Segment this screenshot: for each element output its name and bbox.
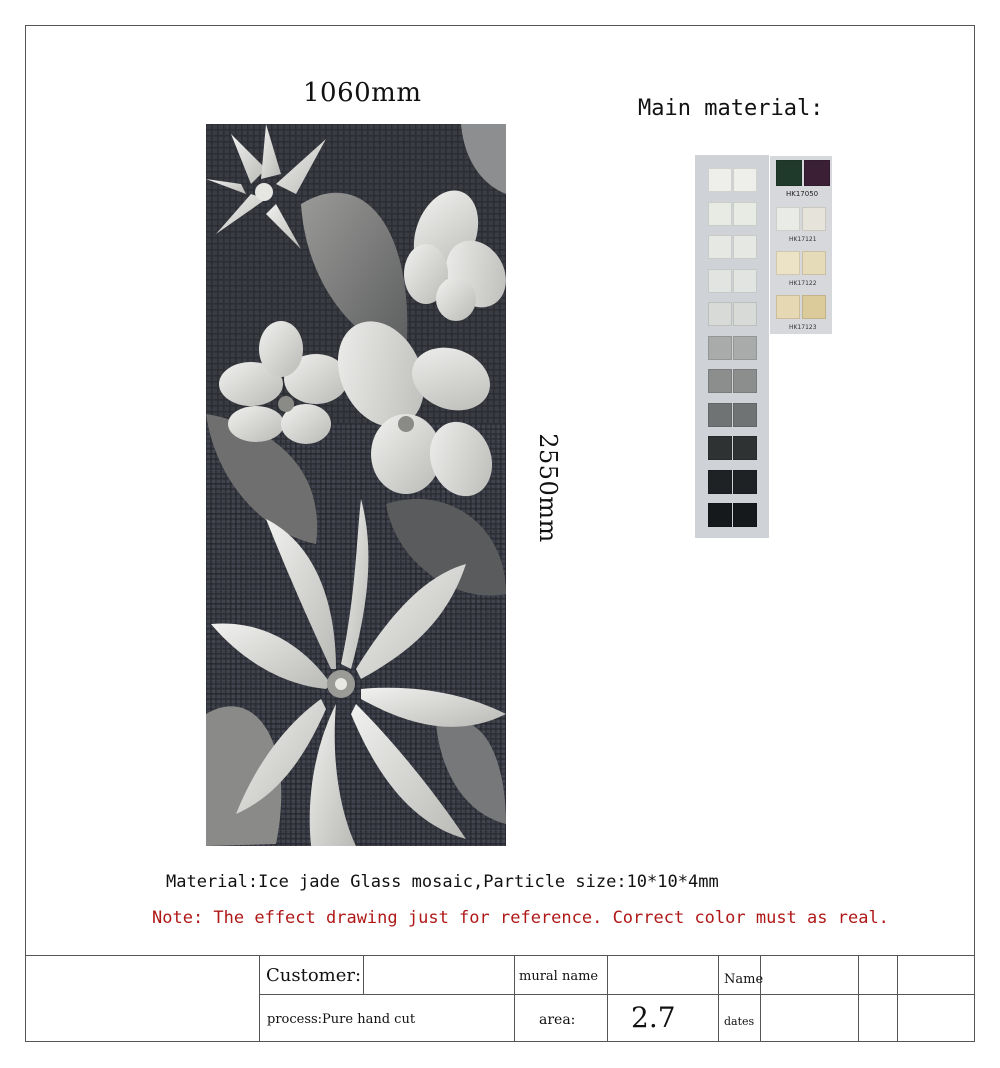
- area-value: 2.7: [631, 1001, 676, 1034]
- swatch-tile: [733, 403, 757, 427]
- mural-name-label: mural name: [519, 969, 599, 984]
- table-col-divider: [858, 955, 859, 1042]
- swatch-tile: [776, 160, 802, 186]
- width-dimension-label: 1060mm: [303, 78, 422, 108]
- table-border-top: [25, 955, 975, 956]
- swatch-tile: [733, 168, 757, 192]
- table-col-divider: [363, 955, 364, 994]
- swatch-tile: [708, 302, 732, 326]
- swatch-tile: [708, 503, 732, 527]
- table-border-right: [974, 955, 975, 1042]
- swatch-tile: [708, 168, 732, 192]
- customer-label: Customer:: [266, 965, 362, 986]
- table-row-divider: [260, 994, 975, 995]
- swatch-tile: [733, 470, 757, 494]
- swatch-tile: [733, 202, 757, 226]
- note-text: Note: The effect drawing just for reference. Correct color must as real.: [152, 908, 889, 928]
- table-col-divider: [259, 955, 260, 1042]
- swatch-tile: [802, 207, 826, 231]
- table-col-divider: [607, 955, 608, 1042]
- swatch-code-label: HK17123: [789, 324, 817, 331]
- swatch-tile: [776, 295, 800, 319]
- swatch-tile: [708, 336, 732, 360]
- swatch-tile: [733, 269, 757, 293]
- swatch-board-left: [695, 155, 769, 538]
- swatch-tile: [708, 235, 732, 259]
- swatch-code-label: HK17050: [786, 190, 819, 198]
- swatch-tile: [708, 269, 732, 293]
- height-dimension-label: 2550mm: [534, 433, 562, 543]
- name-label: Name: [724, 972, 764, 987]
- table-col-divider: [897, 955, 898, 1042]
- swatch-tile: [733, 336, 757, 360]
- swatch-tile: [708, 470, 732, 494]
- main-material-title: Main material:: [638, 96, 824, 121]
- swatch-tile: [776, 251, 800, 275]
- table-border-left: [25, 955, 26, 1042]
- swatch-tile: [733, 369, 757, 393]
- area-label: area:: [539, 1012, 576, 1028]
- swatch-tile: [802, 251, 826, 275]
- process-label: process:Pure hand cut: [267, 1012, 416, 1027]
- info-table: [25, 955, 975, 1042]
- swatch-code-label: HK17122: [789, 280, 817, 287]
- swatch-tile: [802, 295, 826, 319]
- swatch-tile: [733, 436, 757, 460]
- swatch-tile: [733, 302, 757, 326]
- swatch-tile: [733, 235, 757, 259]
- dates-label: dates: [724, 1015, 755, 1028]
- swatch-tile: [708, 369, 732, 393]
- swatch-tile: [733, 503, 757, 527]
- swatch-tile: [708, 202, 732, 226]
- swatch-tile: [776, 207, 800, 231]
- table-col-divider: [718, 955, 719, 1042]
- swatch-tile: [708, 436, 732, 460]
- table-col-divider: [760, 955, 761, 1042]
- mosaic-mural-image: [206, 124, 506, 846]
- swatch-tile: [708, 403, 732, 427]
- swatch-code-label: HK17121: [789, 236, 817, 243]
- table-col-divider: [514, 955, 515, 1042]
- swatch-tile: [804, 160, 830, 186]
- material-description: Material:Ice jade Glass mosaic,Particle size:10*10*4mm: [166, 872, 719, 892]
- table-border-bottom: [25, 1041, 975, 1042]
